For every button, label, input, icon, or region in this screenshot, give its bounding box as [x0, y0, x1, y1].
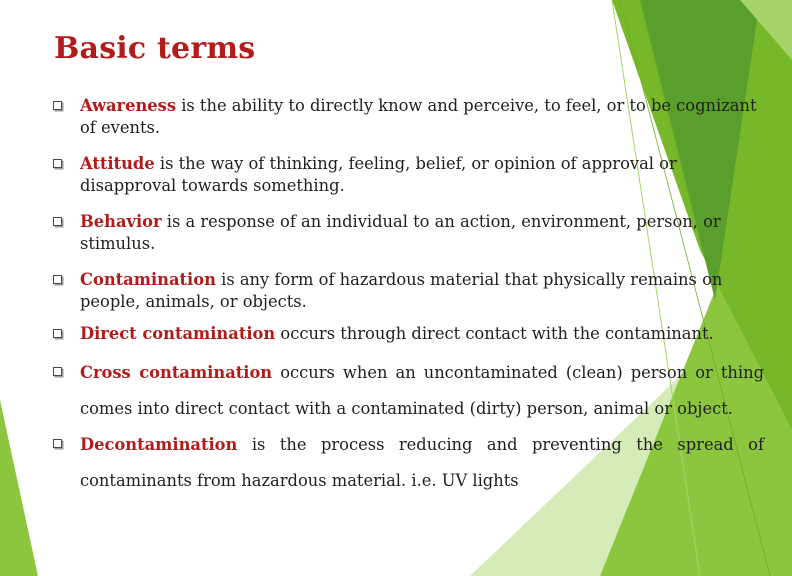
- term-item-behavior: [52, 211, 764, 255]
- term-text: [80, 211, 764, 255]
- term-item-contamination: [52, 269, 764, 313]
- hollow-square-bullet-icon: [53, 159, 62, 168]
- term-text: [80, 95, 764, 139]
- term-item-decontamination: [52, 427, 764, 499]
- term-keyword: Attitude: [80, 154, 155, 173]
- term-keyword: Cross contamination: [80, 363, 273, 382]
- terms-list: [52, 95, 764, 513]
- hollow-square-bullet-icon: [53, 217, 62, 226]
- term-item-awareness: [52, 95, 764, 139]
- term-item-direct-contamination: [52, 323, 764, 345]
- term-definition: is the way of thinking, feeling, belief, or opinion of approval or disapproval towards something.: [80, 154, 677, 195]
- term-keyword: Behavior: [80, 212, 162, 231]
- left-corner-facet: [0, 400, 38, 576]
- term-keyword: Direct contamination: [80, 324, 276, 343]
- term-definition: is any form of hazardous material that physically remains on people, animals, or objects.: [80, 270, 723, 311]
- term-definition: occurs through direct contact with the contaminant.: [275, 324, 714, 343]
- term-definition: occurs when an uncontaminated (clean) person or thing comes into direct contact with a contaminated (dirty) person, animal or object.: [80, 363, 765, 418]
- term-keyword: Decontamination: [80, 435, 238, 454]
- hollow-square-bullet-icon: [53, 101, 62, 110]
- term-definition: is the ability to directly know and perceive, to feel, or to be cognizant of events.: [80, 96, 757, 137]
- term-item-cross-contamination: [52, 355, 764, 427]
- term-definition: is a response of an individual to an action, environment, person, or stimulus.: [80, 212, 721, 253]
- term-keyword: Contamination: [80, 270, 216, 289]
- hollow-square-bullet-icon: [53, 329, 62, 338]
- term-text: [80, 427, 764, 499]
- term-keyword: Awareness: [80, 96, 177, 115]
- hollow-square-bullet-icon: [53, 275, 62, 284]
- term-text: [80, 153, 764, 197]
- slide-title: Basic terms: [54, 31, 256, 66]
- hollow-square-bullet-icon: [53, 439, 62, 448]
- term-text: [80, 269, 764, 313]
- term-text: [80, 323, 764, 345]
- term-item-attitude: [52, 153, 764, 197]
- term-definition: is the process reducing and preventing the spread of contaminants from hazardous material. i.e. UV lights: [80, 435, 764, 490]
- term-text: [80, 355, 764, 427]
- hollow-square-bullet-icon: [53, 367, 62, 376]
